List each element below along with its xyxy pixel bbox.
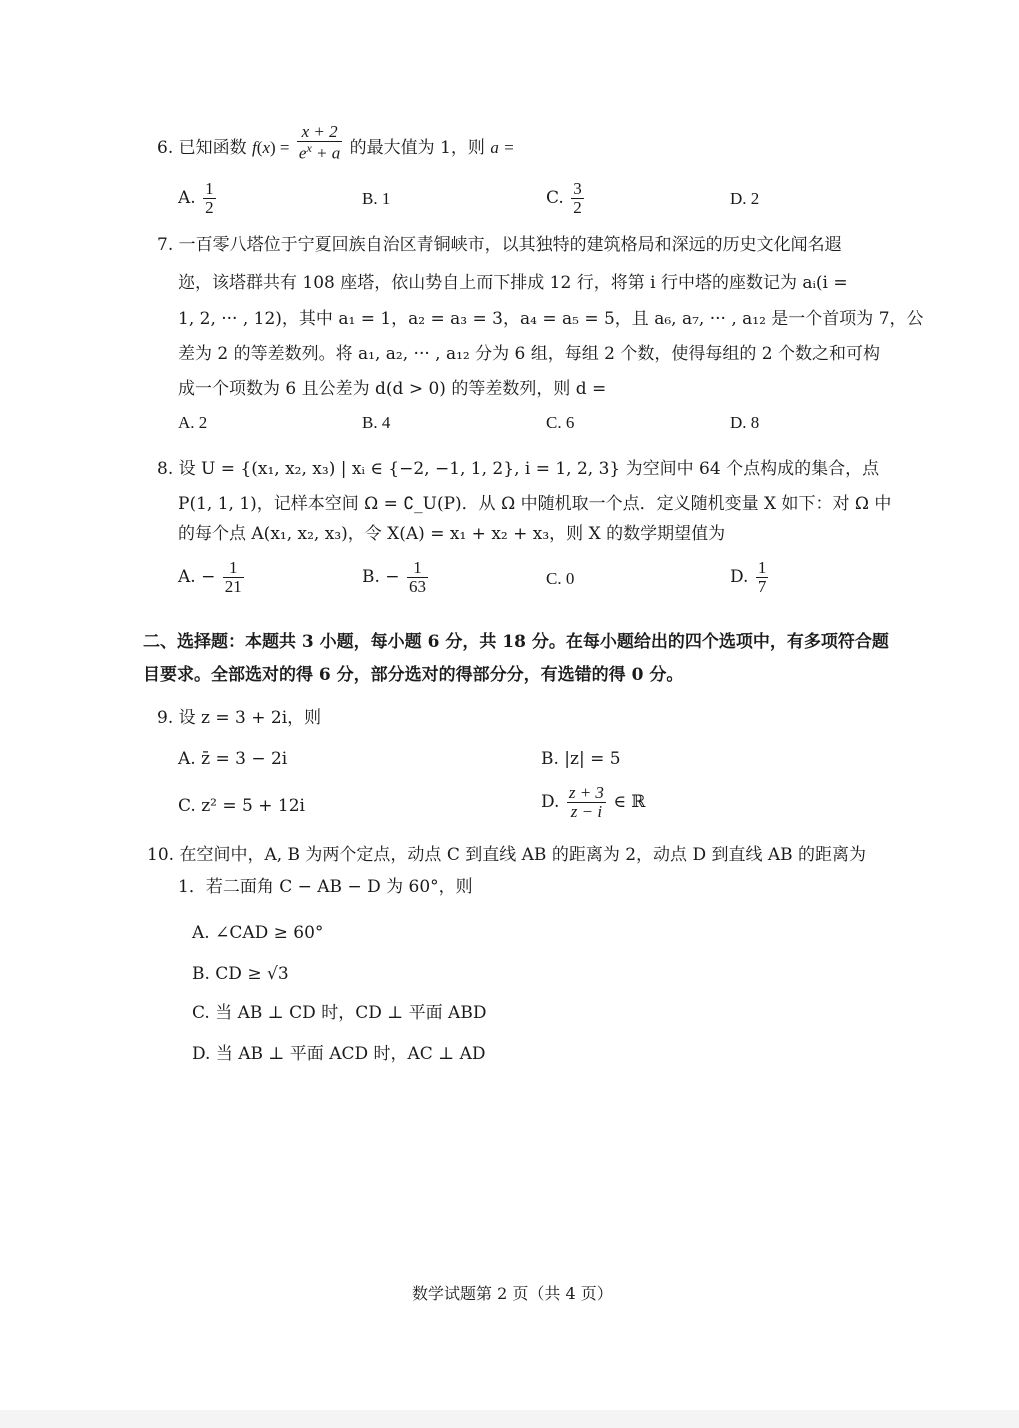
- q6-suffix: 的最大值为 1，则: [349, 138, 485, 159]
- q6-option-a-frac: [203, 180, 216, 217]
- q7-line-3: 1, 2, ··· , 12)，其中 a₁ = 1，a₂ = a₃ = 3，a₄ = a₅ = 5，且 a₆, a₇, ··· , a₁₂ 是一个首项为 7，公: [178, 309, 924, 329]
- q7-option-a: A. 2: [178, 413, 208, 432]
- q8-line-2: P(1, 1, 1)，记样本空间 Ω = ∁_U(P)．从 Ω 中随机取一个点．定义随机变量 X 如下：对 Ω 中: [178, 494, 892, 514]
- q7-option-b: B. 4: [362, 413, 391, 432]
- q9-stem-text: 设 z = 3 + 2i，则: [178, 708, 322, 728]
- q8-option-b-frac: [407, 559, 428, 596]
- q8-option-b-num: 1: [407, 559, 428, 578]
- q9-option-d-tail: ∈ ℝ: [613, 791, 646, 812]
- q10-option-a: A. ∠CAD ≥ 60°: [192, 923, 324, 943]
- q7-line-1: [157, 233, 842, 257]
- q8-option-a-label: A. −: [178, 566, 216, 587]
- q6-option-c: [546, 180, 586, 217]
- q6-den-e: e: [298, 143, 307, 163]
- q8-option-d-label: D.: [730, 566, 749, 587]
- q10-number: 10.: [147, 845, 175, 865]
- q6-option-c-den: 2: [573, 197, 582, 217]
- page-footer: 数学试题第 2 页（共 4 页）: [412, 1284, 613, 1303]
- q9-option-d-den: z − i: [570, 801, 603, 821]
- q6-prefix: 已知函数: [178, 138, 247, 159]
- q10-option-d: D. 当 AB ⊥ 平面 ACD 时，AC ⊥ AD: [192, 1044, 486, 1064]
- q8-number: 8.: [157, 459, 174, 479]
- q6-option-c-num: 3: [573, 179, 582, 198]
- q8-option-b: [362, 559, 430, 596]
- q6-rparen: ) =: [270, 138, 290, 158]
- q9-option-d-num: z + 3: [568, 783, 604, 802]
- q6-fraction: [297, 123, 342, 162]
- q9-option-d-label: D.: [541, 791, 560, 812]
- q8-option-d-frac: [756, 559, 769, 596]
- q8-option-d-den: 7: [757, 576, 767, 596]
- q9-stem: [157, 706, 321, 730]
- q6-den-sup: x: [306, 140, 312, 155]
- q6-option-c-label: C.: [546, 187, 564, 208]
- q6-option-a: [178, 180, 218, 217]
- q10-line-1: [147, 843, 866, 867]
- q6-lparen: (: [256, 138, 263, 158]
- q10-option-c: C. 当 AB ⊥ CD 时，CD ⊥ 平面 ABD: [192, 1003, 487, 1023]
- q6-den-rest: + a: [311, 143, 341, 163]
- q9-option-d: [541, 784, 645, 821]
- section2-line-1: 二、选择题：本题共 3 小题，每小题 6 分，共 18 分。在每小题给出的四个选项中，有多项符合题: [143, 632, 889, 652]
- q8-option-a-frac: [223, 559, 244, 596]
- q6-fraction-den: [297, 142, 342, 163]
- q7-number: 7.: [157, 235, 174, 255]
- q6-option-c-frac: [571, 180, 584, 217]
- q10-line-1-text: 在空间中，A, B 为两个定点，动点 C 到直线 AB 的距离为 2，动点 D 到直线 AB 的距离为: [179, 845, 867, 865]
- page-bottom-edge: [0, 1410, 1019, 1428]
- q6-a-eq: a =: [490, 138, 515, 158]
- q7-line-5: 成一个项数为 6 且公差为 d(d > 0) 的等差数列，则 d =: [178, 379, 607, 399]
- q8-line-1-text: 设 U = {(x₁, x₂, x₃) | xᵢ ∈ {−2, −1, 1, 2}, i = 1, 2, 3} 为空间中 64 个点构成的集合，点: [178, 459, 880, 479]
- q6-f: f: [252, 138, 257, 158]
- section2-line-2: 目要求。全部选对的得 6 分，部分选对的得部分分，有选错的得 0 分。: [143, 665, 684, 685]
- q8-option-b-den: 63: [408, 576, 426, 596]
- q6-stem: [157, 122, 515, 163]
- q8-option-a-den: 21: [224, 576, 242, 596]
- q7-line-2: 迩，该塔群共有 108 座塔，依山势自上而下排成 12 行，将第 i 行中塔的座数记为 aᵢ(i =: [178, 273, 848, 293]
- q6-x: x: [262, 138, 270, 158]
- q6-option-a-num: 1: [205, 179, 214, 198]
- q7-line-1-text: 一百零八塔位于宁夏回族自治区青铜峡市，以其独特的建筑格局和深远的历史文化闻名遐: [178, 235, 842, 255]
- q8-option-a: [178, 559, 246, 596]
- q6-option-d: D. 2: [730, 189, 760, 208]
- q8-line-1: [157, 457, 879, 481]
- q6-option-a-den: 2: [205, 197, 214, 217]
- q6-number: 6.: [157, 138, 174, 159]
- q8-option-a-num: 1: [223, 559, 244, 578]
- q6-option-a-label: A.: [178, 187, 196, 208]
- q8-option-d: [730, 559, 770, 596]
- q9-option-c: C. z² = 5 + 12i: [178, 796, 305, 816]
- q6-fraction-num: x + 2: [297, 123, 342, 142]
- q9-option-b: B. |z| = 5: [541, 749, 621, 769]
- q9-number: 9.: [157, 708, 174, 728]
- q10-option-b: B. CD ≥ √3: [192, 964, 289, 984]
- q9-option-d-frac: [567, 784, 606, 821]
- q10-line-2: 1．若二面角 C − AB − D 为 60°，则: [178, 877, 473, 897]
- q7-option-c: C. 6: [546, 413, 575, 432]
- q9-option-a: A. z̄ = 3 − 2i: [178, 749, 288, 769]
- q8-option-b-label: B. −: [362, 566, 400, 587]
- q6-option-b: B. 1: [362, 189, 391, 208]
- q7-option-d: D. 8: [730, 413, 760, 432]
- q8-option-c: C. 0: [546, 569, 575, 588]
- q8-line-3: 的每个点 A(x₁, x₂, x₃)，令 X(A) = x₁ + x₂ + x₃，则 X 的数学期望值为: [178, 524, 726, 544]
- q7-line-4: 差为 2 的等差数列。将 a₁, a₂, ··· , a₁₂ 分为 6 组，每组 2 个数，使得每组的 2 个数之和可构: [178, 344, 881, 364]
- q8-option-d-num: 1: [757, 558, 767, 577]
